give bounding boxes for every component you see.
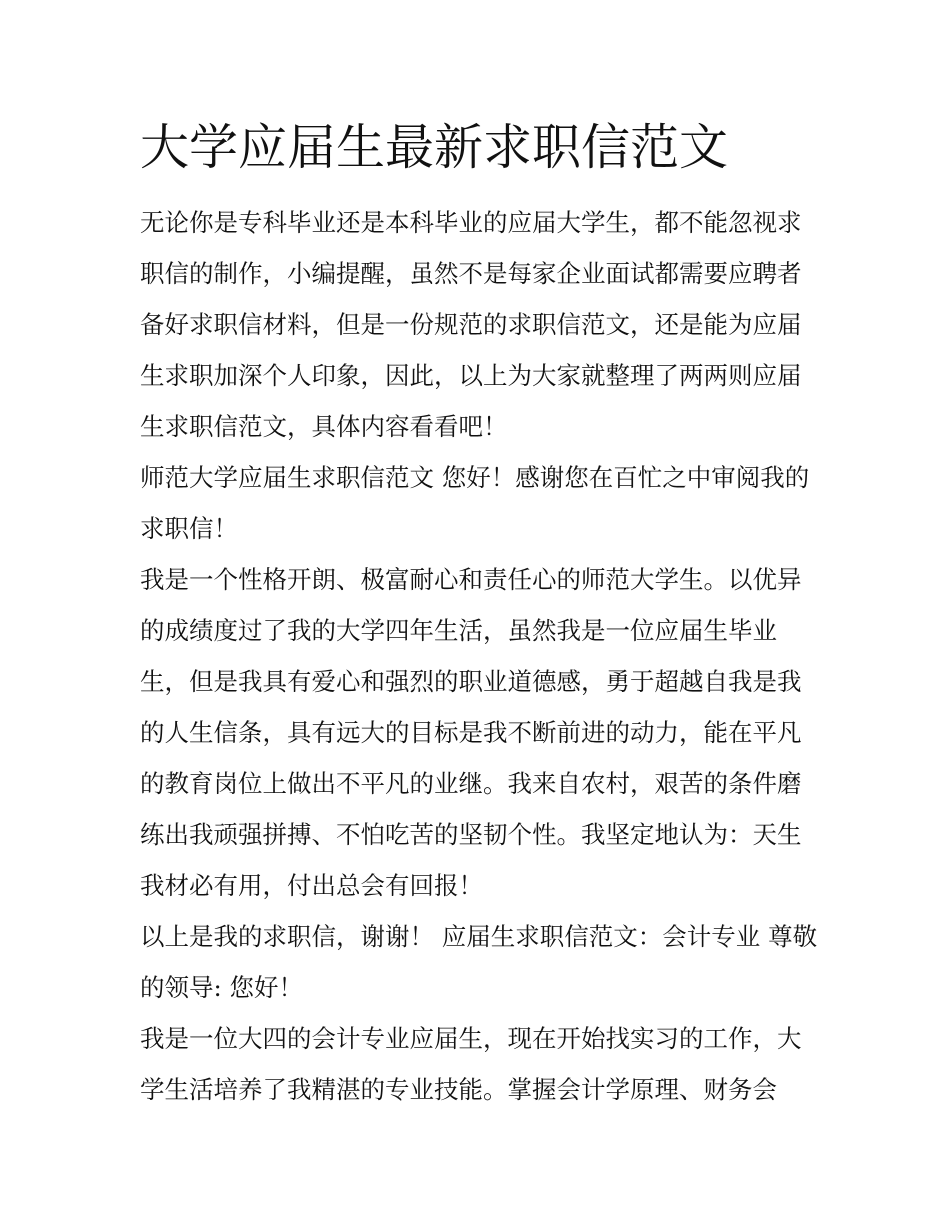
paragraph-normal-univ-greeting: 师范大学应届生求职信范文 您好！感谢您在百忙之中审阅我的求职信！ (140, 463, 810, 543)
paragraph-self-introduction: 我是一个性格开朗、极富耐心和责任心的师范大学生。以优异的成绩度过了我的大学四年生活，虽然我是一位应届生毕业生，但是我具有爱心和强烈的职业道德感，勇于超越自我是我的人生信条，具有远大的目标是我不断前进的动力，能在平凡的教育岗位上做出不平凡的业继。我来自农村，艰苦的条件磨练出我顽强拼搏、不怕吃苦的坚韧个性。我坚定地认为：天生我材必有用，付出总会有回报！ (140, 565, 802, 900)
paragraph-closing-and-accounting-greeting: 以上是我的求职信，谢谢！ 应届生求职信范文：会计专业 尊敬的领导: 您好！ (140, 922, 818, 1002)
document-body (140, 197, 820, 1115)
paragraph-intro: 无论你是专科毕业还是本科毕业的应届大学生，都不能忽视求职信的制作，小编提醒，虽然不是每家企业面试都需要应聘者备好求职信材料，但是一份规范的求职信范文，还是能为应届生求职加深个人印象，因此，以上为大家就整理了两两则应届生求职信范文，具体内容看看吧！ (140, 208, 802, 441)
document-title: 大学应届生最新求职信范文 (140, 119, 729, 176)
paragraph-accounting-intro: 我是一位大四的会计专业应届生，现在开始找实习的工作，大学生活培养了我精湛的专业技能。掌握会计学原理、财务会 (140, 1024, 802, 1104)
